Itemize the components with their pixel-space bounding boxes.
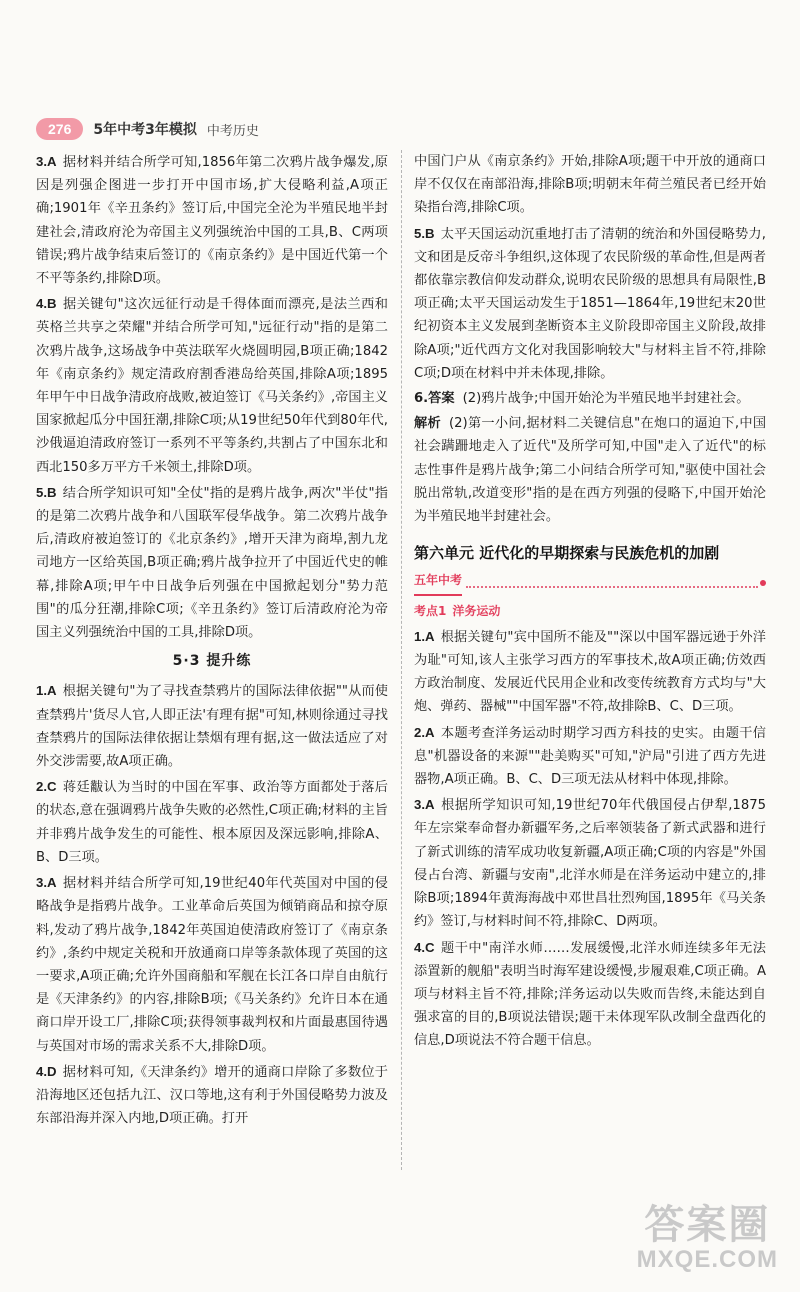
answer-item: 3.A 据材料并结合所学可知,1856年第二次鸦片战争爆发,原因是列强企图进一步打开中国市场,扩大侵略利益,A项正确;1901年《辛丑条约》签订后,中国完全沦为半殖民地半封建社会,清政府沦为帝国主义列强统治中国的工具,B、C两项错误;鸦片战争结束后签订的《南京条约》是中国近代第一个不平等条约,排除D项。 bbox=[36, 154, 388, 287]
page-number: 276 bbox=[36, 118, 83, 140]
question-6-analysis: 解析 (2)第一小问,据材料二关键信息"在炮口的逼迫下,中国社会蹒跚地走入了近代"及所学可知,中国"走入了近代"的标志性事件是鸦片战争;第二小问结合所学可知,"驱使中国社会脱出常轨,改道变形"指的是在西方列强的侵略下,中国开始沦为半殖民地半封建社会。 bbox=[414, 416, 767, 525]
answer-item: 5.B 结合所学知识可知"全仗"指的是鸦片战争,两次"半仗"指的是第二次鸦片战争和八国联军侵华战争。第二次鸦片战争后,清政府被迫签订的《北京条约》,增开天津为商埠,割九龙司地方一区给英国,B项正确;鸦片战争拉开了中国近代史的帷幕,排除A项;甲午中日战争后列强在中国掀起划分"势力范围"的瓜分狂潮,排除C项;《辛丑条约》签订后清政府沦为帝国主义列强统治中国的工具,排除D项。 bbox=[36, 484, 388, 641]
left-column bbox=[36, 150, 388, 1132]
question-6-answer: 6.答案 (2)鸦片战争;中国开始沦为半殖民地半封建社会。 bbox=[414, 391, 750, 407]
answer-item: 4.C 题干中"南洋水师……发展缓慢,北洋水师连续多年无法添置新的舰船"表明当时海军建设缓慢,步履艰难,C项正确。A项与材料主旨不符,排除;洋务运动以失败而告终,未能达到自强求富的目的,B项说法错误;题干未体现军队改制全盘西化的信息,D项说法不符合题干信息。 bbox=[414, 939, 766, 1049]
right-column bbox=[414, 150, 766, 1055]
answer-item: 2.A 本题考查洋务运动时期学习西方科技的史实。由题干信息"机器设备的来源""赴美购买"可知,"沪局"引进了西方先进器物,A项正确。B、C、D三项无法从材料中体现,排除。 bbox=[414, 724, 766, 788]
unit-title: 第六单元 近代化的早期探索与民族危机的加剧 bbox=[414, 544, 720, 563]
answer-item: 4.B 据关键句"这次远征行动是千得体面而漂亮,是法兰西和英格兰共享之荣耀"并结合所学可知,"远征行动"指的是第二次鸦片战争,这场战争中英法联军火烧圆明园,B项正确;1842年《南京条约》规定清政府割香港岛给英国,排除A项;1895年甲午中日战争清政府战败,被迫签订《马关条约》,帝国主义国家掀起瓜分中国狂潮,排除C项;从19世纪50年代到80年代,沙俄逼迫清政府签订一系列不平等条约,共割占了中国东北和西北150多万平方千米领土,排除D项。 bbox=[36, 296, 388, 475]
book-title: 5年中考3年模拟 bbox=[93, 122, 197, 138]
watermark-logo: 答案圈 MXQE.COM bbox=[636, 1202, 778, 1273]
answer-item: 5.B 太平天国运动沉重地打击了清朝的统治和外国侵略势力,文和团是反帝斗争组织,这体现了农民阶级的革命性,但是两者都依靠宗教信仰发动群众,说明农民阶级的思想具有局限性,B项正确;太平天国运动发生于1851—1864年,19世纪末20世纪初资本主义发展到垄断资本主义阶段即帝国主义阶段,故排除A项;"近代西方文化对我国影响较大"与材料主旨不符,排除C项;D项在材料中并未体现,排除。 bbox=[414, 225, 766, 381]
book-subject: 中考历史 bbox=[206, 123, 259, 139]
answer-item: 4.D 据材料可知,《天津条约》增开的通商口岸除了多数位于沿海地区还包括九江、汉口等地,这有利于外国侵略势力波及东部沿海并深入内地,D项正确。打开 bbox=[36, 1063, 388, 1127]
kaodian-heading: 考点1 洋务运动 bbox=[414, 603, 501, 618]
answer-item: 3.A 据材料并结合所学可知,19世纪40年代英国对中国的侵略战争是指鸦片战争。工业革命后英国为倾销商品和掠夺原料,发动了鸦片战争,1842年英国迫使清政府签订了《南京条约》,条约中规定关税和开放通商口岸等条款体现了英国的这一要求,A项正确;允许外国商船和军舰在长江各口岸自由航行是《天津条约》的内容,排除B项;《马关条约》允许日本在通商口岸开设工厂,排除C项;获得领事裁判权和片面最惠国待遇与英国对市场的需求关系不大,排除D项。 bbox=[36, 875, 388, 1054]
rule-end-dot bbox=[760, 580, 766, 586]
answer-item: 3.A 根据所学知识可知,19世纪70年代俄国侵占伊犁,1875年左宗棠奉命督办新疆军务,之后率领装备了新式武器和进行了新式训练的清军成功收复新疆,A项正确;C项的内容是"外国侵占台湾、新疆与安南",北洋水师是在洋务运动中建立的,排除B项;1894年黄海海战中邓世昌壮烈殉国,1895年《马关条约》签订,与材料时间不符,排除C、D两项。 bbox=[414, 797, 766, 930]
dotted-rule bbox=[466, 578, 758, 588]
unit-label-bar bbox=[414, 569, 766, 595]
answer-item: 1.A 根据关键句"为了寻找查禁鸦片的国际法律依据""从而使查禁鸦片'货尽人官,人即正法'有理有据"可知,林则徐通过寻找查禁鸦片的国际法律依据让禁烟有理有据,这一做法适应了对外交涉需要,故A项正确。 bbox=[36, 683, 388, 770]
page-header bbox=[36, 116, 259, 142]
answer-item: 中国门户从《南京条约》开始,排除A项;题干中开放的通商口岸不仅仅在南部沿海,排除B项;明朝末年荷兰殖民者已经开始染指台湾,排除C项。 bbox=[414, 154, 766, 216]
answer-item: 2.C 蒋廷黻认为当时的中国在军事、政治等方面都处于落后的状态,意在强调鸦片战争失败的必然性,C项正确;材料的主旨并非鸦片战争发生的可能性、根本原因及深远影响,排除A、B、D三项。 bbox=[36, 779, 388, 865]
unit-label: 五年中考 bbox=[414, 569, 462, 595]
answer-item: 1.A 根据关键句"宾中国所不能及""深以中国军器远逊于外洋为耻"可知,该人主张学习西方的军事技术,故A项正确;仿效西方政治制度、发展近代民用企业和改变传统教育方式均与"大炮、弹药、器械""中国军器"不符,故排除B、C、D三项。 bbox=[414, 628, 766, 715]
section-title-53: 5·3 提升练 bbox=[172, 653, 252, 670]
column-divider bbox=[401, 150, 402, 1170]
